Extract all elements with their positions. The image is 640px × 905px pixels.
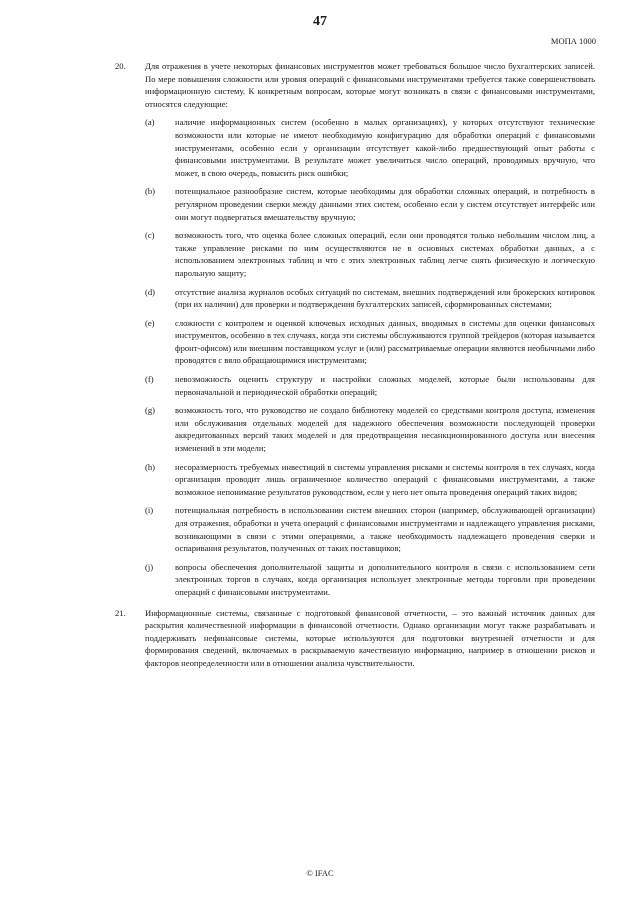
paragraph-number: 20. bbox=[115, 61, 126, 71]
list-item bbox=[145, 116, 595, 179]
list-item-label: (i) bbox=[145, 505, 154, 516]
footer-copyright: © IFAC bbox=[306, 868, 334, 878]
list-item-text: потенциальное разнообразие систем, которые необходимы для обработки сложных операций, и потребность в регулярном проведении сверки между данными этих систем, особенно если у систем отсутствует интерфейс или они могут подвергаться вмешательству вручную; bbox=[175, 186, 595, 222]
list-item-text: невозможность оценить структуру и настройки сложных моделей, которые были использованы для первоначальной и периодической обработки операций; bbox=[175, 374, 595, 397]
list-item-label: (c) bbox=[145, 230, 155, 241]
list-item bbox=[145, 404, 595, 454]
paragraph-21 bbox=[115, 607, 595, 670]
sub-item-list bbox=[145, 116, 595, 598]
list-item bbox=[145, 229, 595, 279]
list-item-label: (h) bbox=[145, 461, 156, 472]
list-item bbox=[145, 286, 595, 311]
list-item bbox=[145, 561, 595, 599]
list-item-text: потенциальная потребность в использовании систем внешних сторон (например, обслуживающей организации) для отражения, обработки и учета операций с финансовыми инструментами и надлежащего управления рисками, возникающими в связи с этими операциями, а также необходимость надлежащего проведения сверки и оспаривания результатов, полученных от таких поставщиков; bbox=[175, 505, 595, 554]
list-item-text: несоразмерность требуемых инвестиций в системы управления рисками и системы контроля в тех случаях, когда организация проводит лишь ограниченное количество операций с финансовыми инструментами, а также возможное непонимание результатов руководством, если у него нет опыта проведения операций таких видов; bbox=[175, 461, 595, 497]
list-item-text: отсутствие анализа журналов особых ситуаций по системам, внешних подтверждений или брокерских котировок (при их наличии) для проверки и подтверждения бухгалтерских записей, сформированных системами; bbox=[175, 286, 595, 310]
list-item-label: (f) bbox=[145, 374, 154, 385]
document-code: МОПА 1000 bbox=[550, 36, 596, 46]
list-item-text: вопросы обеспечения дополнительной защиты и дополнительного контроля в связи с использованием сети электронных торгов в случаях, когда организация использует электронные методы торговли при проведении операций с финансовыми инструментами. bbox=[175, 561, 595, 597]
list-item-text: сложности с контролем и оценкой ключевых исходных данных, вводимых в системы для оценки финансовых инструментов, особенно в тех случаях, когда эти системы обслуживаются группой трейдеров (которая называется фронт-офисом) или внешним поставщиком услуг и (или) рассматриваемые операции являются необычными либо проводятся с вяло обращающимися инструментами; bbox=[175, 317, 595, 366]
list-item bbox=[145, 461, 595, 499]
list-item bbox=[145, 373, 595, 398]
list-item-label: (d) bbox=[145, 286, 156, 297]
list-item-text: наличие информационных систем (особенно в малых организациях), у которых отсутствуют технические возможности или которые не имеют необходимую конфигурацию для обработки операций с финансовыми инструментами, особенно если у организации отсутствует какой-либо предшествующий опыт работы с финансовыми инструментами. В результате может увеличиться число операций, проводимых вручную, что может, в свою очередь, повысить риск ошибки; bbox=[175, 117, 595, 178]
paragraph-text: Информационные системы, связанные с подготовкой финансовой отчетности, – это важный источник данных для раскрытия количественной информации в финансовой отчетности. Однако организации могут также разрабатывать и поддерживать нефинансовые системы, которые используются для подготовки внутренней отчетности и для формирования сведений, включаемых в раскрываемую качественную информацию, например в отношении рисков и факторов неопределенности или в отношении анализа чувствительности. bbox=[145, 607, 595, 668]
list-item-label: (j) bbox=[145, 561, 154, 572]
paragraph-text: Для отражения в учете некоторых финансовых инструментов может требоваться большое число бухгалтерских записей. По мере повышения сложности или уровня операций с финансовыми инструментами требуется также совершенствовать информационную систему. К конкретным вопросам, которые могут возникать в связи с финансовыми инструментами, относятся следующие: bbox=[145, 61, 595, 109]
list-item-text: возможность того, что руководство не создало библиотеку моделей со средствами контроля доступа, изменения или обслуживания отдельных моделей для надежного обеспечения возможности последующей проверки аккредитованных версий таких моделей и для предотвращения несанкционированного доступа или внесения изменений в эти модели; bbox=[175, 405, 595, 454]
list-item bbox=[145, 504, 595, 554]
list-item bbox=[145, 185, 595, 223]
list-item-label: (b) bbox=[145, 186, 156, 197]
list-item-label: (g) bbox=[145, 405, 156, 416]
paragraph-20 bbox=[115, 60, 595, 599]
list-item-label: (a) bbox=[145, 117, 155, 128]
paragraph-number: 21. bbox=[115, 607, 126, 618]
list-item-label: (e) bbox=[145, 317, 155, 328]
list-item-text: возможность того, что оценка более сложных операций, если они проводятся только небольшим числом лиц, а также управление рисками по ним осуществляются не в основных системах обработки данных, а с использованием электронных таблиц и что с этих электронных таблиц легче снять физическую и логическую парольную защиту; bbox=[175, 230, 595, 278]
list-item bbox=[145, 317, 595, 367]
page-content bbox=[115, 60, 595, 678]
page-number: 47 bbox=[313, 14, 327, 29]
